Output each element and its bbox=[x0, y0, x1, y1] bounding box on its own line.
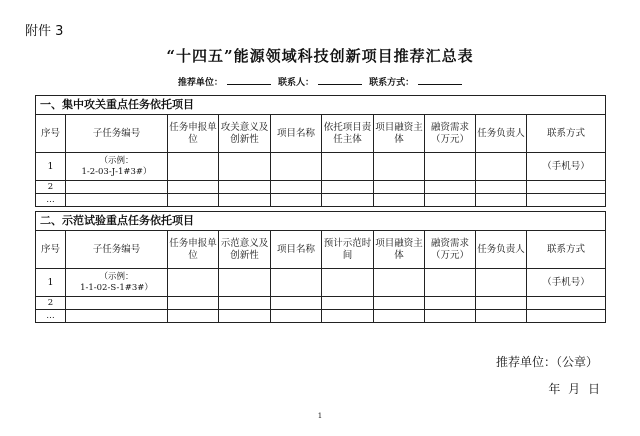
empty-cell bbox=[527, 194, 606, 207]
empty-cell bbox=[425, 181, 476, 194]
header-cell: 项目名称 bbox=[271, 231, 322, 269]
example-label: （示例： bbox=[99, 155, 134, 166]
empty-cell bbox=[219, 269, 271, 297]
empty-cell bbox=[271, 181, 322, 194]
empty-cell bbox=[425, 153, 476, 181]
row-seq: 2 bbox=[36, 297, 66, 310]
attachment-label: 附件 3 bbox=[25, 24, 64, 39]
empty-cell bbox=[322, 181, 374, 194]
empty-cell bbox=[219, 297, 271, 310]
empty-cell bbox=[527, 297, 606, 310]
table-row bbox=[36, 269, 606, 297]
empty-cell bbox=[271, 310, 322, 323]
empty-cell bbox=[66, 310, 168, 323]
empty-cell bbox=[476, 310, 527, 323]
empty-cell bbox=[66, 297, 168, 310]
header-cell: 示范意义及创新性 bbox=[219, 231, 271, 269]
header-cell: 融资需求（万元） bbox=[425, 231, 476, 269]
recommending-unit-seal: 推荐单位：（公章） bbox=[495, 355, 598, 369]
empty-cell bbox=[374, 153, 425, 181]
row-seq: 2 bbox=[36, 181, 66, 194]
empty-cell bbox=[374, 269, 425, 297]
meta-line bbox=[0, 75, 640, 88]
empty-cell bbox=[425, 297, 476, 310]
method-blank bbox=[418, 75, 462, 85]
empty-cell bbox=[425, 269, 476, 297]
empty-cell bbox=[219, 153, 271, 181]
empty-cell bbox=[476, 269, 527, 297]
empty-cell bbox=[374, 181, 425, 194]
example-code: 1-2-03-J-1#3#） bbox=[81, 166, 152, 177]
example-contact: （手机号） bbox=[527, 153, 606, 181]
empty-cell bbox=[66, 181, 168, 194]
empty-cell bbox=[271, 194, 322, 207]
empty-cell bbox=[271, 153, 322, 181]
header-cell: 序号 bbox=[36, 115, 66, 153]
header-cell: 任务负责人 bbox=[476, 231, 527, 269]
empty-cell bbox=[374, 310, 425, 323]
unit-label: 推荐单位： bbox=[177, 78, 223, 88]
header-cell: 项目融资主体 bbox=[374, 231, 425, 269]
page-number: 1 bbox=[317, 412, 323, 420]
section-1-header-row bbox=[36, 115, 606, 153]
empty-cell bbox=[66, 194, 168, 207]
empty-cell bbox=[476, 181, 527, 194]
row-seq: … bbox=[36, 310, 66, 323]
empty-cell bbox=[168, 194, 219, 207]
section-1-title: 一、集中攻关重点任务依托项目 bbox=[36, 96, 606, 115]
empty-cell bbox=[425, 194, 476, 207]
empty-cell bbox=[271, 269, 322, 297]
example-code-cell bbox=[66, 269, 168, 297]
table-row bbox=[36, 153, 606, 181]
empty-cell bbox=[374, 297, 425, 310]
header-cell: 融资需求（万元） bbox=[425, 115, 476, 153]
empty-cell bbox=[219, 194, 271, 207]
method-label: 联系方式： bbox=[369, 78, 415, 88]
empty-cell bbox=[168, 153, 219, 181]
example-code-cell bbox=[66, 153, 168, 181]
header-cell: 子任务编号 bbox=[66, 231, 168, 269]
example-contact: （手机号） bbox=[527, 269, 606, 297]
header-cell: 任务申报单位 bbox=[168, 231, 219, 269]
unit-blank bbox=[227, 75, 271, 85]
empty-cell bbox=[168, 297, 219, 310]
contact-label: 联系人： bbox=[277, 78, 314, 88]
empty-cell bbox=[322, 153, 374, 181]
header-cell: 项目名称 bbox=[271, 115, 322, 153]
table-row bbox=[36, 310, 606, 323]
empty-cell bbox=[527, 310, 606, 323]
header-cell: 任务负责人 bbox=[476, 115, 527, 153]
header-cell: 联系方式 bbox=[527, 231, 606, 269]
section-1-table bbox=[35, 95, 606, 207]
empty-cell bbox=[527, 181, 606, 194]
table-row bbox=[36, 181, 606, 194]
section-2-table bbox=[35, 211, 606, 323]
empty-cell bbox=[425, 310, 476, 323]
empty-cell bbox=[168, 310, 219, 323]
empty-cell bbox=[476, 153, 527, 181]
example-code: 1-1-02-S-1#3#） bbox=[80, 282, 153, 293]
empty-cell bbox=[219, 181, 271, 194]
row-seq: … bbox=[36, 194, 66, 207]
header-cell: 项目融资主体 bbox=[374, 115, 425, 153]
example-label: （示例： bbox=[99, 271, 134, 282]
empty-cell bbox=[168, 269, 219, 297]
date-line: 年 月 日 bbox=[548, 382, 602, 396]
empty-cell bbox=[322, 269, 374, 297]
header-cell: 预计示范时间 bbox=[322, 231, 374, 269]
empty-cell bbox=[219, 310, 271, 323]
header-cell: 攻关意义及创新性 bbox=[219, 115, 271, 153]
empty-cell bbox=[476, 194, 527, 207]
row-seq: 1 bbox=[36, 153, 66, 181]
row-seq: 1 bbox=[36, 269, 66, 297]
document-title: “十四五”能源领域科技创新项目推荐汇总表 bbox=[166, 47, 474, 65]
table-row bbox=[36, 297, 606, 310]
empty-cell bbox=[322, 297, 374, 310]
header-cell: 联系方式 bbox=[527, 115, 606, 153]
empty-cell bbox=[168, 181, 219, 194]
contact-blank bbox=[318, 75, 362, 85]
table-row bbox=[36, 194, 606, 207]
empty-cell bbox=[476, 297, 527, 310]
empty-cell bbox=[374, 194, 425, 207]
empty-cell bbox=[322, 194, 374, 207]
section-2-title: 二、示范试验重点任务依托项目 bbox=[36, 212, 606, 231]
header-cell: 任务申报单位 bbox=[168, 115, 219, 153]
empty-cell bbox=[322, 310, 374, 323]
header-cell: 序号 bbox=[36, 231, 66, 269]
header-cell: 子任务编号 bbox=[66, 115, 168, 153]
empty-cell bbox=[271, 297, 322, 310]
header-cell: 依托项目责任主体 bbox=[322, 115, 374, 153]
section-2-header-row bbox=[36, 231, 606, 269]
